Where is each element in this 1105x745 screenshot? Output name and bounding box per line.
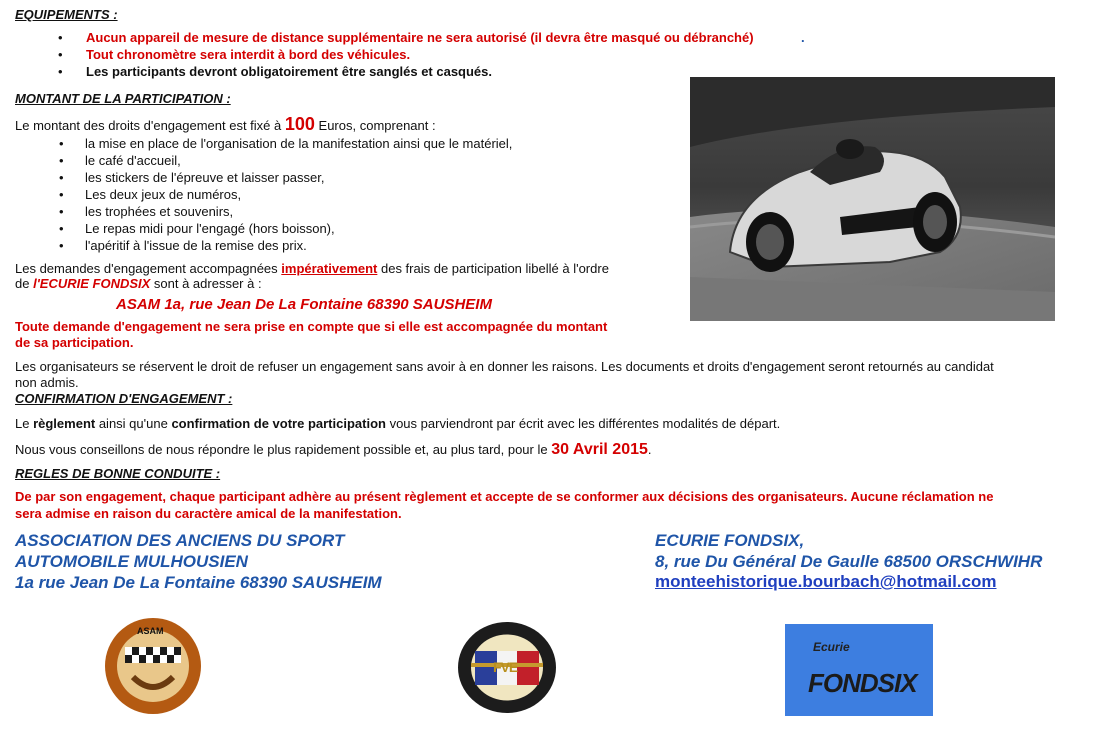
contact-right-line: 8, rue Du Général De Gaulle 68500 ORSCHWIHR (655, 552, 1043, 571)
demandes-emphasis: impérativement (281, 261, 378, 276)
demandes-text: Les demandes d'engagement accompagnées (15, 261, 282, 276)
participation-intro-after: Euros, comprenant : (314, 118, 436, 133)
section-title-equipements: EQUIPEMENTS : (15, 7, 118, 22)
list-item: • Aucun appareil de mesure de distance supplémentaire ne sera autorisé (il devra être masqué ou débranché) . (58, 30, 805, 45)
equipements-item-text: Tout chronomètre sera interdit à bord des véhicules. (86, 47, 411, 62)
confirmation-text: Nous vous conseillons de nous répondre le plus rapidement possible et, au plus tard, pour le (15, 442, 552, 457)
demandes-line-2 (15, 276, 262, 292)
confirmation-text: . (647, 442, 652, 457)
fondsix-logo-small: Ecurie (813, 640, 850, 654)
race-car-photo-art (690, 77, 1055, 321)
confirmation-line-2 (15, 440, 652, 460)
list-item: • les trophées et souvenirs, (59, 203, 619, 220)
deadline-date: 30 Avril 2015 (551, 441, 648, 458)
club-name: l'ECURIE FONDSIX (33, 276, 151, 291)
refus-line-2: non admis. (15, 375, 79, 390)
contact-left-line: ASSOCIATION DES ANCIENS DU SPORT (15, 531, 345, 550)
demandes-line-1 (15, 261, 609, 277)
participation-intro (15, 114, 436, 136)
section-title-participation: MONTANT DE LA PARTICIPATION : (15, 91, 231, 106)
section-title-confirmation: CONFIRMATION D'ENGAGEMENT : (15, 391, 233, 406)
list-item: • Les deux jeux de numéros, (59, 186, 619, 203)
confirmation-text: ainsi qu'une (95, 416, 172, 431)
fondsix-logo-big: FONDSIX (808, 668, 917, 698)
fondsix-logo (785, 624, 933, 716)
confirmation-line-1 (15, 416, 780, 431)
regles-line-1: De par son engagement, chaque participant adhère au présent règlement et accepte de se conformer aux décisions des organisateurs. Aucune réclamation ne (15, 489, 994, 504)
confirmation-text: vous parviendront par écrit avec les différentes modalités de départ. (385, 416, 781, 431)
list-item: • Les participants devront obligatoirement être sanglés et casqués. (58, 64, 493, 79)
equipements-list (58, 29, 828, 80)
participation-intro-before: Le montant des droits d'engagement est fixé à (15, 118, 285, 133)
participation-list (59, 135, 619, 254)
contact-left (15, 530, 382, 593)
confirmation-text: Le (15, 416, 34, 431)
demandes-text: des frais de participation libellé à l'ordre (377, 261, 609, 276)
confirmation-emphasis: confirmation de votre participation (171, 416, 386, 431)
email-link[interactable]: monteehistorique.bourbach@hotmail.com (655, 572, 997, 591)
confirmation-emphasis: règlement (33, 416, 96, 431)
contact-right (655, 530, 1042, 592)
list-item: • la mise en place de l'organisation de la manifestation ainsi que le matériel, (59, 135, 619, 152)
equipements-item-text: Aucun appareil de mesure de distance supplémentaire ne sera autorisé (il devra être masqué ou débranché) (86, 30, 754, 45)
asam-logo-text: ASAM (137, 626, 164, 636)
equipements-item-suffix: . (801, 30, 805, 45)
warning-line-1: Toute demande d'engagement ne sera prise en compte que si elle est accompagnée du montant (15, 319, 608, 334)
ffve-logo-letters: FVE (493, 659, 518, 675)
list-item: • les stickers de l'épreuve et laisser passer, (59, 169, 619, 186)
shipping-address: ASAM 1a, rue Jean De La Fontaine 68390 SAUSHEIM (116, 296, 492, 313)
list-item: • Le repas midi pour l'engagé (hors boisson), (59, 220, 619, 237)
equipements-item-text: Les participants devront obligatoirement être sanglés et casqués. (86, 64, 493, 79)
ffve-logo (457, 621, 557, 714)
list-item: • Tout chronomètre sera interdit à bord des véhicules. (58, 47, 411, 62)
regles-line-2: sera admise en raison du caractère amical de la manifestation. (15, 506, 402, 521)
list-item: • l'apéritif à l'issue de la remise des prix. (59, 237, 619, 254)
contact-left-line: AUTOMOBILE MULHOUSIEN (15, 552, 248, 571)
list-item: • le café d'accueil, (59, 152, 619, 169)
asam-logo (103, 617, 203, 715)
participation-amount: 100 (284, 114, 315, 134)
refus-line-1: Les organisateurs se réservent le droit de refuser un engagement sans avoir à en donner les raisons. Les documents et droits d'engagement seront retournés au candidat (15, 359, 994, 374)
contact-left-line: 1a rue Jean De La Fontaine 68390 SAUSHEIM (15, 573, 382, 592)
demandes-text: sont à adresser à : (150, 276, 262, 291)
demandes-text: de (15, 276, 34, 291)
section-title-regles: REGLES DE BONNE CONDUITE : (15, 466, 221, 481)
warning-line-2: de sa participation. (15, 335, 134, 350)
contact-right-line: ECURIE FONDSIX, (655, 531, 805, 550)
race-car-photo (690, 77, 1055, 321)
